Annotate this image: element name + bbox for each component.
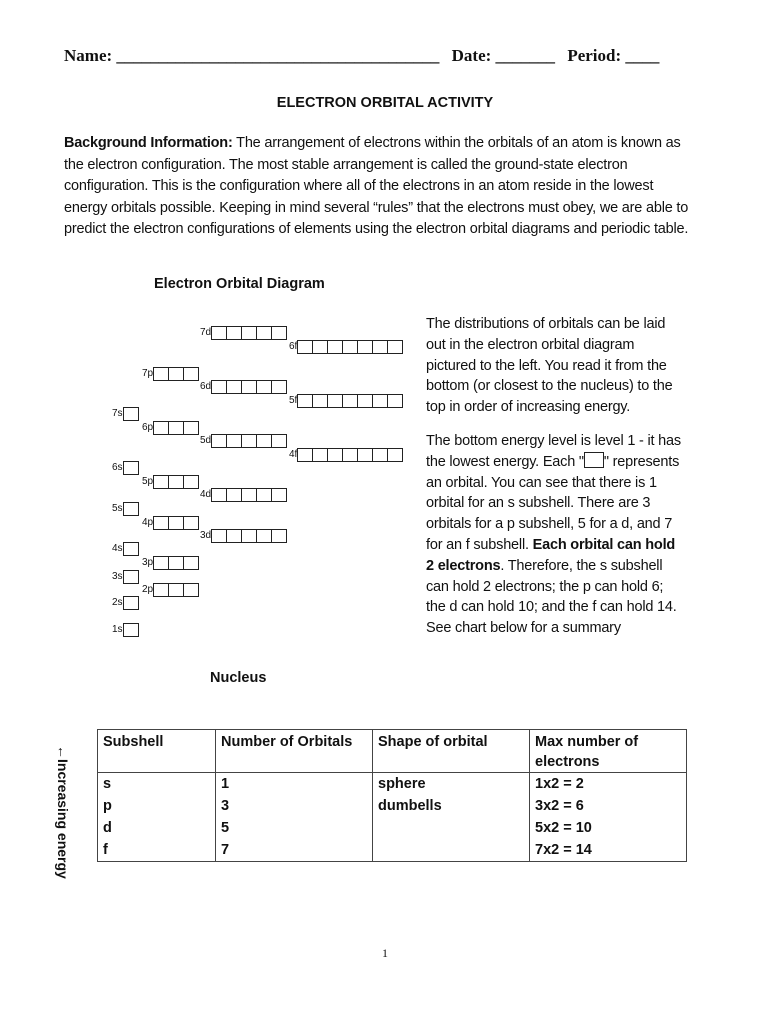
- subshell-1s: [112, 622, 139, 637]
- table-cell: [373, 839, 530, 862]
- orbital-box[interactable]: [183, 367, 199, 381]
- diagram-title: Electron Orbital Diagram: [154, 276, 325, 292]
- explanation-para-2: [426, 431, 682, 639]
- orbital-box[interactable]: [312, 394, 328, 408]
- subshell-label: 4p: [142, 517, 154, 528]
- orbital-box[interactable]: [183, 583, 199, 597]
- subshell-label: 3p: [142, 557, 154, 568]
- explanation-para-2-bold: Each orbital can hold 2 electrons: [426, 536, 676, 574]
- orbital-box[interactable]: [327, 448, 343, 462]
- table-cell: p: [98, 795, 216, 817]
- orbital-box[interactable]: [241, 434, 257, 448]
- subshell-label: 6p: [142, 422, 154, 433]
- explanation-para-2-c: . Therefore, the s subshell can hold 2 electrons; the p can hold 6; the d can hold 10; and the f can hold 14. See chart below for a summary: [426, 557, 677, 637]
- orbital-box[interactable]: [211, 529, 227, 543]
- subshell-5p: [142, 474, 199, 489]
- orbital-box[interactable]: [183, 421, 199, 435]
- orbital-box[interactable]: [342, 394, 358, 408]
- orbital-box[interactable]: [271, 434, 287, 448]
- orbital-box[interactable]: [256, 488, 272, 502]
- orbital-box[interactable]: [211, 434, 227, 448]
- orbital-box[interactable]: [387, 448, 403, 462]
- table-header-cell: Max number of electrons: [530, 730, 687, 773]
- table-cell: sphere: [373, 773, 530, 796]
- orbital-box[interactable]: [372, 340, 388, 354]
- subshell-4s: [112, 541, 139, 556]
- orbital-box[interactable]: [327, 394, 343, 408]
- orbital-box[interactable]: [211, 326, 227, 340]
- orbital-box[interactable]: [211, 488, 227, 502]
- orbital-box[interactable]: [123, 570, 139, 584]
- orbital-box[interactable]: [153, 421, 169, 435]
- subshell-7p: [142, 366, 199, 381]
- subshell-6f: [289, 339, 403, 354]
- orbital-box[interactable]: [271, 326, 287, 340]
- table-cell: f: [98, 839, 216, 862]
- orbital-box[interactable]: [226, 380, 242, 394]
- subshell-label: 2s: [112, 597, 123, 608]
- table-cell: [373, 817, 530, 839]
- orbital-box[interactable]: [168, 367, 184, 381]
- table-cell: d: [98, 817, 216, 839]
- subshell-label: 5p: [142, 476, 154, 487]
- background-text: The arrangement of electrons within the orbitals of an atom is known as the electron configuration. The most stable arrangement is called the ground-state electron configuration. This is the configuration where all of the electrons in an atom reside in the lowest energy orbitals possible. Keeping in mind several “rules” that the electrons must obey, we are able to predict the electron configurations of elements using the electron orbital diagrams and periodic table.: [64, 135, 689, 237]
- table-cell: 1x2 = 2: [530, 773, 687, 796]
- page-title: ELECTRON ORBITAL ACTIVITY: [276, 95, 494, 111]
- orbital-box[interactable]: [312, 340, 328, 354]
- orbital-box-icon: [584, 452, 604, 468]
- orbital-box[interactable]: [168, 583, 184, 597]
- subshell-label: 4f: [289, 449, 298, 460]
- table-cell: dumbells: [373, 795, 530, 817]
- subshell-6p: [142, 420, 199, 435]
- subshell-4f: [289, 447, 403, 462]
- subshell-summary-table: [97, 729, 687, 862]
- orbital-box[interactable]: [387, 394, 403, 408]
- table-header-cell: Shape of orbital: [373, 730, 530, 773]
- subshell-label: 7s: [112, 408, 123, 419]
- subshell-label: 5f: [289, 395, 298, 406]
- orbital-box[interactable]: [168, 421, 184, 435]
- subshell-4d: [200, 487, 287, 502]
- orbital-box[interactable]: [256, 326, 272, 340]
- period-field-label[interactable]: Period: ____: [567, 46, 660, 65]
- subshell-label: 7p: [142, 368, 154, 379]
- background-info: [64, 133, 696, 241]
- subshell-label: 5d: [200, 435, 212, 446]
- table-cell: 3: [216, 795, 373, 817]
- subshell-label: 3d: [200, 530, 212, 541]
- subshell-label: 4d: [200, 489, 212, 500]
- energy-axis: [55, 340, 95, 879]
- orbital-box[interactable]: [183, 556, 199, 570]
- orbital-box[interactable]: [372, 448, 388, 462]
- orbital-box[interactable]: [297, 448, 313, 462]
- table-cell: 1: [216, 773, 373, 796]
- orbital-box[interactable]: [153, 583, 169, 597]
- subshell-5f: [289, 393, 403, 408]
- orbital-box[interactable]: [271, 529, 287, 543]
- table-cell: 5: [216, 817, 373, 839]
- table-header-cell: Number of Orbitals: [216, 730, 373, 773]
- table-cell: s: [98, 773, 216, 796]
- subshell-3s: [112, 569, 139, 584]
- subshell-3d: [200, 528, 287, 543]
- orbital-box[interactable]: [357, 394, 373, 408]
- orbital-box[interactable]: [226, 326, 242, 340]
- orbital-box[interactable]: [153, 556, 169, 570]
- name-field-label[interactable]: Name: ______________________________________: [64, 46, 440, 65]
- background-lead: Background Information:: [64, 135, 233, 151]
- subshell-7d: [200, 325, 287, 340]
- table-cell: 7x2 = 14: [530, 839, 687, 862]
- table-header-row: [98, 730, 687, 773]
- orbital-box[interactable]: [312, 448, 328, 462]
- orbital-box[interactable]: [372, 394, 388, 408]
- subshell-label: 2p: [142, 584, 154, 595]
- orbital-box[interactable]: [271, 488, 287, 502]
- orbital-box[interactable]: [123, 623, 139, 637]
- table-row: [98, 795, 687, 817]
- orbital-box[interactable]: [387, 340, 403, 354]
- orbital-box[interactable]: [211, 380, 227, 394]
- orbital-box[interactable]: [123, 502, 139, 516]
- orbital-box[interactable]: [256, 434, 272, 448]
- orbital-box[interactable]: [357, 340, 373, 354]
- date-field-label[interactable]: Date: _______: [451, 46, 556, 65]
- orbital-box[interactable]: [183, 516, 199, 530]
- orbital-box[interactable]: [123, 407, 139, 421]
- table-cell: 5x2 = 10: [530, 817, 687, 839]
- explanation-para-2-a: The bottom energy level is level 1 - it has the lowest energy. Each ": [426, 433, 681, 470]
- explanation-para-2-b: " represents an orbital. You can see that there is 1 orbital for an s subshell. There are 3 orbitals for a p subshell, 5 for a d, and 7 for an f subshell.: [426, 453, 680, 553]
- table-cell: 7: [216, 839, 373, 862]
- header-line: [64, 46, 714, 66]
- page-number: 1: [382, 946, 388, 960]
- subshell-5s: [112, 501, 139, 516]
- orbital-box[interactable]: [226, 434, 242, 448]
- table-row: [98, 773, 687, 796]
- orbital-box[interactable]: [327, 340, 343, 354]
- subshell-label: 4s: [112, 543, 123, 554]
- subshell-6d: [200, 379, 287, 394]
- orbital-box[interactable]: [342, 448, 358, 462]
- orbital-box[interactable]: [297, 340, 313, 354]
- orbital-box[interactable]: [256, 380, 272, 394]
- nucleus-label: Nucleus: [210, 670, 267, 686]
- subshell-label: 7d: [200, 327, 212, 338]
- orbital-box[interactable]: [241, 380, 257, 394]
- subshell-2s: [112, 595, 139, 610]
- orbital-box[interactable]: [153, 516, 169, 530]
- orbital-box[interactable]: [226, 529, 242, 543]
- orbital-box[interactable]: [183, 475, 199, 489]
- table-header-cell: Subshell: [98, 730, 216, 773]
- table-row: [98, 839, 687, 862]
- orbital-box[interactable]: [153, 475, 169, 489]
- subshell-label: 6s: [112, 462, 123, 473]
- orbital-box[interactable]: [153, 367, 169, 381]
- subshell-label: 6d: [200, 381, 212, 392]
- subshell-6s: [112, 460, 139, 475]
- subshell-label: 3s: [112, 571, 123, 582]
- subshell-4p: [142, 515, 199, 530]
- subshell-7s: [112, 406, 139, 421]
- orbital-box[interactable]: [342, 340, 358, 354]
- orbital-box[interactable]: [226, 488, 242, 502]
- subshell-label: 6f: [289, 341, 298, 352]
- table-cell: 3x2 = 6: [530, 795, 687, 817]
- orbital-box[interactable]: [168, 556, 184, 570]
- orbital-box[interactable]: [271, 380, 287, 394]
- orbital-box[interactable]: [241, 529, 257, 543]
- orbital-box[interactable]: [357, 448, 373, 462]
- orbital-box[interactable]: [241, 488, 257, 502]
- subshell-2p: [142, 582, 199, 597]
- orbital-box[interactable]: [123, 542, 139, 556]
- orbital-box[interactable]: [168, 475, 184, 489]
- increasing-energy-label: ←Increasing energy: [55, 745, 71, 879]
- orbital-box[interactable]: [123, 596, 139, 610]
- subshell-5d: [200, 433, 287, 448]
- orbital-box[interactable]: [123, 461, 139, 475]
- subshell-3p: [142, 555, 199, 570]
- subshell-label: 5s: [112, 503, 123, 514]
- explanation-para-1: The distributions of orbitals can be laid out in the electron orbital diagram pictured to the left. You read it from the bottom (or closest to the nucleus) to the top in order of increasing energy.: [426, 316, 673, 416]
- orbital-box[interactable]: [256, 529, 272, 543]
- orbital-box[interactable]: [168, 516, 184, 530]
- orbital-box[interactable]: [241, 326, 257, 340]
- subshell-label: 1s: [112, 624, 123, 635]
- table-row: [98, 817, 687, 839]
- orbital-box[interactable]: [297, 394, 313, 408]
